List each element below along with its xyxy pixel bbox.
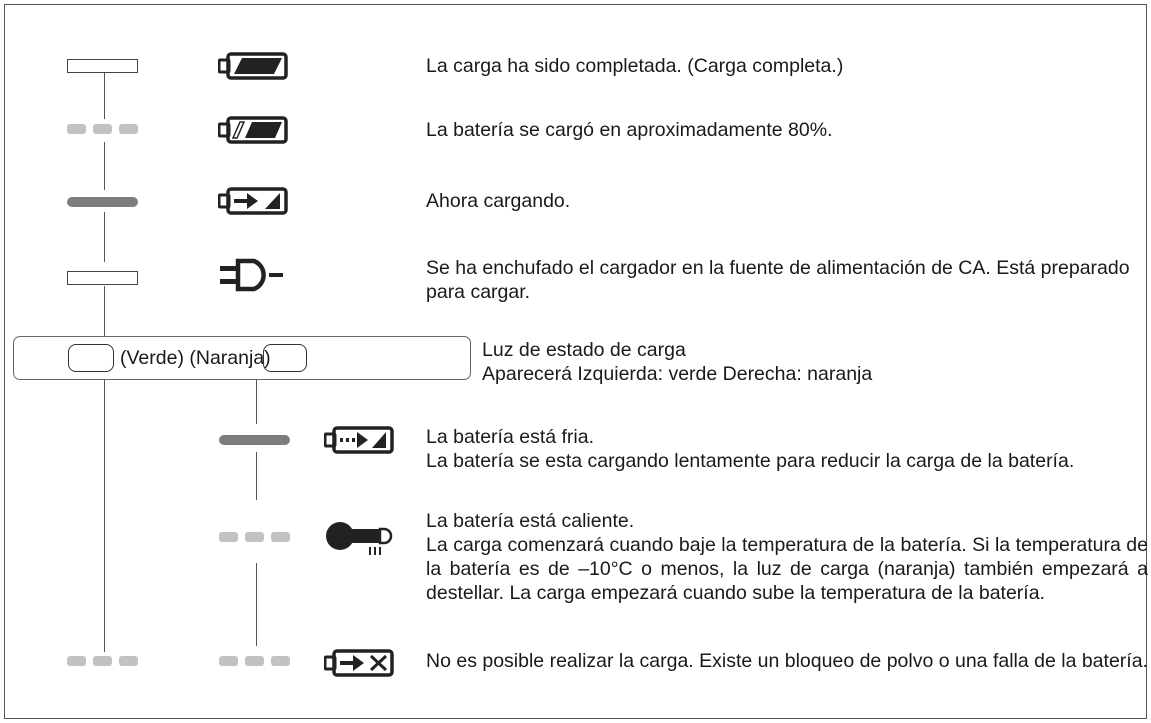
- connector-line: [104, 142, 105, 190]
- status-description: La batería está fria. La batería se esta cargando lentamente para reducir la carga de la batería.: [426, 426, 1075, 472]
- orange-label-boxed: nja): [238, 347, 271, 369]
- thermometer-icon: [324, 520, 404, 560]
- status-description: Ahora cargando.: [426, 190, 571, 212]
- status-light-blinking: [219, 532, 290, 542]
- status-light-blinking: [67, 124, 138, 134]
- status-light-on: [219, 435, 290, 445]
- status-light-on: [67, 197, 138, 207]
- connector-line: [256, 452, 257, 500]
- connector-line: [104, 286, 105, 336]
- connector-line: [256, 563, 257, 646]
- battery-80-icon: [218, 115, 292, 145]
- battery-charging-icon: [218, 186, 292, 216]
- status-description: La batería se cargó en aproximadamente 80%.: [426, 119, 833, 141]
- battery-full-icon: [218, 51, 292, 81]
- status-description: No es posible realizar la carga. Existe un bloqueo de polvo o una falla de la batería.: [426, 650, 1148, 672]
- legend-colors-label: [120, 346, 271, 370]
- legend-title: Luz de estado de carga: [482, 339, 686, 361]
- legend-subtitle: Aparecerá Izquierda: verde Derecha: naranja: [482, 363, 873, 385]
- status-light-blinking: [219, 656, 290, 666]
- status-description: La batería está caliente. La carga comenzará cuando baje la temperatura de la batería. Si la temperatura de la batería es de –10°C o menos, la luz de carga (naranja) también empezará a destellar. La carga empezará cuando sube la temperatura de la batería.: [426, 510, 1148, 604]
- charge-status-light-legend: [13, 336, 471, 380]
- connector-line: [104, 380, 105, 652]
- plug-icon: [218, 258, 296, 292]
- status-light-blinking: [67, 656, 138, 666]
- status-light-off: [67, 271, 138, 285]
- status-light-off: [67, 59, 138, 73]
- battery-cold-icon: [324, 425, 398, 455]
- connector-line: [104, 212, 105, 262]
- orange-light-sample: [263, 344, 307, 372]
- green-label: (Verde): [120, 347, 184, 369]
- connector-line: [104, 73, 105, 119]
- orange-label-prefix: (Nara: [189, 347, 239, 369]
- battery-error-icon: [324, 648, 398, 678]
- green-light-sample: [68, 344, 114, 372]
- status-description: La carga ha sido completada. (Carga completa.): [426, 55, 844, 77]
- connector-line: [256, 380, 257, 424]
- status-description: Se ha enchufado el cargador en la fuente de alimentación de CA. Está preparado para cargar.: [426, 257, 1130, 303]
